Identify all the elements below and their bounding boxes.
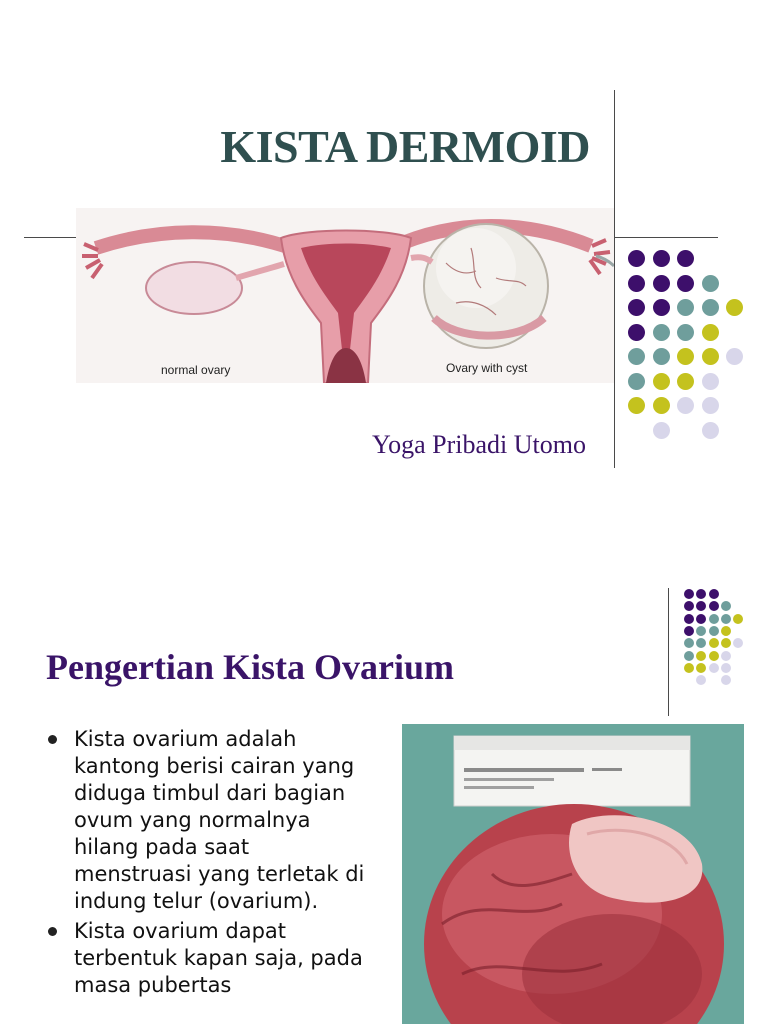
decorative-dot	[702, 299, 719, 316]
bullet-item: Kista ovarium adalah kantong berisi cairan yang diduga timbul dari bagian ovum yang normalnya hilang pada saat menstruasi yang terletak di indung telur (ovarium).	[46, 726, 366, 915]
decorative-dot	[696, 614, 706, 624]
slide-heading: Pengertian Kista Ovarium	[46, 647, 454, 687]
decorative-dot	[702, 397, 719, 414]
decorative-dot	[628, 250, 645, 267]
label-ovary-with-cyst: Ovary with cyst	[446, 361, 528, 375]
decorative-dot	[677, 324, 694, 341]
decorative-dot	[684, 614, 694, 624]
decorative-dot	[653, 373, 670, 390]
decorative-dot	[653, 397, 670, 414]
label-normal-ovary: normal ovary	[161, 363, 231, 377]
decorative-dot	[709, 638, 719, 648]
decorative-dot	[721, 663, 731, 673]
decorative-dot	[702, 422, 719, 439]
decorative-dot	[628, 299, 645, 316]
decorative-dot	[677, 250, 694, 267]
decorative-dot	[628, 348, 645, 365]
decorative-dot	[684, 638, 694, 648]
decorative-dot	[696, 651, 706, 661]
decorative-dot	[709, 651, 719, 661]
decorative-dot	[721, 675, 731, 685]
decorative-dot	[696, 601, 706, 611]
author-name: Yoga Pribadi Utomo	[371, 430, 586, 459]
bullet-item: Kista ovarium dapat terbentuk kapan saja, pada masa pubertas	[46, 918, 366, 999]
horizontal-divider-left	[24, 237, 76, 238]
decorative-dot	[702, 324, 719, 341]
horizontal-divider-right	[614, 237, 718, 238]
decorative-dot	[733, 614, 743, 624]
decorative-dot	[726, 299, 743, 316]
decorative-dot	[702, 275, 719, 292]
decorative-dot	[721, 638, 731, 648]
decorative-dot	[677, 348, 694, 365]
cyst-specimen-photo	[402, 724, 744, 1024]
decorative-dot	[709, 589, 719, 599]
decorative-dot	[677, 299, 694, 316]
decorative-dot	[684, 601, 694, 611]
decorative-dot	[684, 626, 694, 636]
decorative-dot	[628, 275, 645, 292]
decorative-dot	[696, 589, 706, 599]
decorative-dot	[696, 675, 706, 685]
decorative-dot	[653, 348, 670, 365]
decorative-dot	[677, 373, 694, 390]
decorative-dot	[684, 663, 694, 673]
decorative-dot	[628, 373, 645, 390]
decorative-dot	[628, 397, 645, 414]
bullet-icon	[48, 927, 57, 936]
decorative-dot	[702, 373, 719, 390]
decorative-dot	[677, 397, 694, 414]
decorative-dot	[721, 651, 731, 661]
decorative-dot	[709, 626, 719, 636]
slide-title-heading: KISTA DERMOID	[220, 121, 590, 172]
decorative-dot	[696, 638, 706, 648]
decorative-dot	[653, 250, 670, 267]
bullet-icon	[48, 735, 57, 744]
decorative-dot	[653, 422, 670, 439]
decorative-dot	[721, 601, 731, 611]
decorative-dot	[653, 299, 670, 316]
decorative-dot	[653, 275, 670, 292]
decorative-dot	[709, 663, 719, 673]
decorative-dot	[684, 589, 694, 599]
decorative-dot	[721, 614, 731, 624]
decorative-dot	[628, 324, 645, 341]
decorative-dot	[653, 324, 670, 341]
decorative-dot	[721, 626, 731, 636]
decorative-dot	[733, 638, 743, 648]
decorative-dot	[726, 348, 743, 365]
vertical-divider	[668, 588, 669, 716]
slide-definition	[0, 512, 768, 1024]
decorative-dot	[702, 348, 719, 365]
vertical-divider	[614, 90, 615, 468]
decorative-dot	[709, 601, 719, 611]
bullet-list	[46, 726, 366, 1002]
ovary-illustration	[76, 208, 614, 383]
decorative-dot	[696, 663, 706, 673]
decorative-dot	[696, 626, 706, 636]
decorative-dot	[709, 614, 719, 624]
decorative-dot	[677, 275, 694, 292]
decorative-dot	[684, 651, 694, 661]
